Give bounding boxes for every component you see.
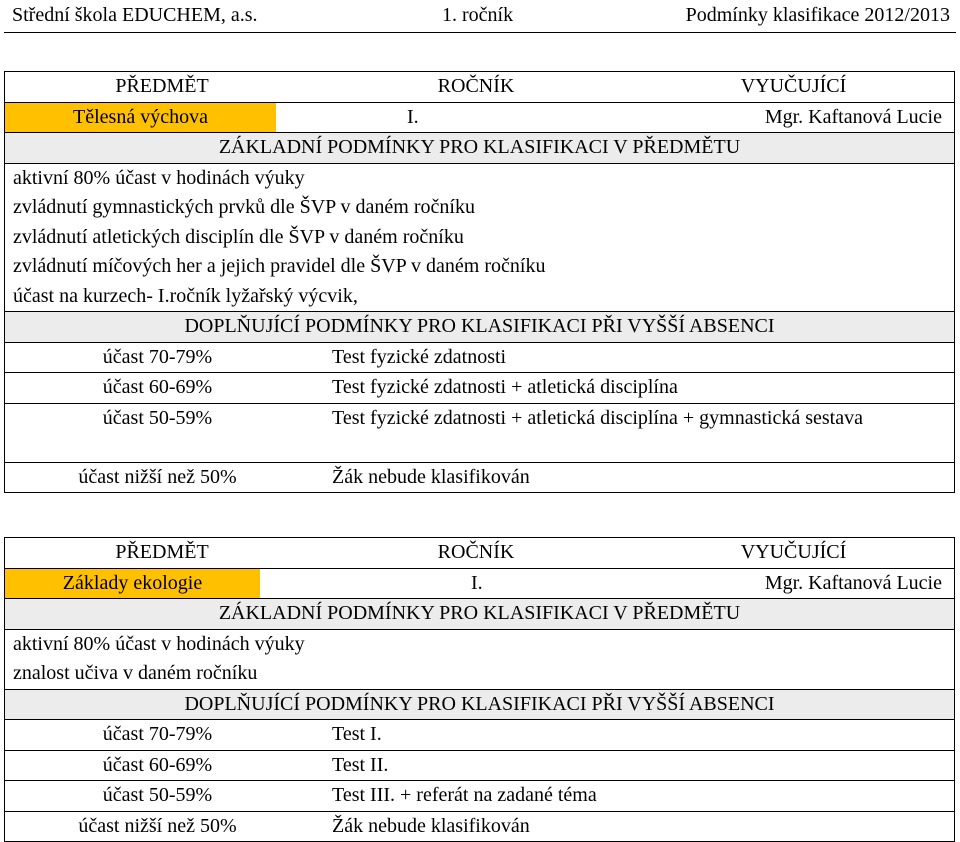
condition-text: zvládnutí gymnastických prvků dle ŠVP v daném ročníku: [13, 196, 475, 218]
condition-item: [5, 252, 954, 282]
subject-block-1: [4, 71, 955, 493]
absence-requirement: Test III. + referát na zadané téma: [332, 784, 597, 806]
absence-row: [5, 463, 954, 493]
col-subject: PŘEDMĚT: [115, 541, 209, 563]
col-teacher: VYUČUJÍCÍ: [740, 541, 847, 563]
header-divider: [4, 32, 956, 33]
absence-range: účast 70-79%: [102, 345, 213, 368]
school-name: Střední škola EDUCHEM, a.s.: [12, 4, 258, 26]
absence-row: [5, 404, 954, 463]
condition-text: účast na kurzech- I.ročník lyžařský výcvik,: [13, 284, 358, 307]
absence-conditions-heading: DOPLŇUJÍCÍ PODMÍNKY PRO KLASIFIKACI PŘI VYŠŠÍ ABSENCI: [184, 315, 775, 337]
absence-requirement: Test fyzické zdatnosti + atletická disciplína: [332, 376, 678, 398]
condition-item: [5, 659, 954, 689]
subject-name: Tělesná výchova: [73, 105, 208, 128]
absence-row: [5, 373, 954, 404]
absence-row: [5, 751, 954, 782]
absence-range: účast nižší než 50%: [78, 465, 237, 488]
basic-conditions-title: [5, 598, 954, 630]
absence-requirement: Žák nebude klasifikován: [332, 814, 530, 837]
absence-range: účast 50-59%: [102, 784, 213, 806]
absence-range: účast nižší než 50%: [78, 814, 237, 837]
absence-requirement: Test I.: [332, 723, 382, 745]
absence-row: [5, 343, 954, 374]
condition-item: [5, 223, 954, 253]
absence-conditions-title: [5, 311, 954, 343]
condition-item: [5, 193, 954, 223]
absence-range: účast 50-59%: [102, 406, 213, 429]
page-header: [0, 0, 960, 30]
subject-row: [5, 568, 954, 599]
subject-name: Základy ekologie: [62, 571, 203, 594]
column-headers: [5, 538, 954, 568]
document-title: Podmínky klasifikace 2012/2013: [685, 4, 950, 26]
condition-text: zvládnutí atletických disciplín dle ŠVP v daném ročníku: [13, 225, 464, 248]
absence-requirement: Test II.: [332, 753, 389, 776]
condition-text: znalost učiva v daném ročníku: [13, 662, 258, 684]
absence-row: [5, 812, 954, 842]
subject-row: [5, 102, 954, 133]
absence-range: účast 60-69%: [102, 376, 213, 398]
basic-conditions-heading: ZÁKLADNÍ PODMÍNKY PRO KLASIFIKACI V PŘEDMĚTU: [218, 136, 741, 158]
absence-range: účast 70-79%: [102, 723, 213, 745]
basic-conditions-title: [5, 132, 954, 164]
subject-grade: I.: [471, 571, 483, 594]
column-headers: [5, 72, 954, 102]
subject-teacher: Mgr. Kaftanová Lucie: [764, 571, 942, 594]
absence-row: [5, 720, 954, 751]
condition-item: [5, 282, 954, 312]
col-subject: PŘEDMĚT: [115, 75, 209, 97]
condition-text: aktivní 80% účast v hodinách výuky: [13, 632, 305, 655]
col-teacher: VYUČUJÍCÍ: [740, 75, 847, 97]
absence-row: [5, 781, 954, 812]
absence-range: účast 60-69%: [102, 753, 213, 776]
absence-conditions-title: [5, 689, 954, 721]
basic-conditions-heading: ZÁKLADNÍ PODMÍNKY PRO KLASIFIKACI V PŘEDMĚTU: [218, 602, 741, 624]
condition-text: aktivní 80% účast v hodinách výuky: [13, 166, 305, 189]
col-grade: ROČNÍK: [437, 75, 515, 97]
subject-block-2: [4, 537, 955, 842]
col-grade: ROČNÍK: [437, 541, 515, 563]
absence-conditions-heading: DOPLŇUJÍCÍ PODMÍNKY PRO KLASIFIKACI PŘI VYŠŠÍ ABSENCI: [184, 692, 775, 715]
condition-item: [5, 630, 954, 660]
subject-grade: I.: [407, 105, 419, 128]
condition-text: zvládnutí míčových her a jejich pravidel dle ŠVP v daném ročníku: [13, 255, 546, 277]
subject-teacher: Mgr. Kaftanová Lucie: [764, 105, 942, 128]
absence-requirement: Test fyzické zdatnosti + atletická disciplína + gymnastická sestava: [332, 406, 863, 429]
absence-requirement: Žák nebude klasifikován: [332, 465, 530, 488]
school-year: 1. ročník: [442, 4, 514, 26]
absence-requirement: Test fyzické zdatnosti: [332, 345, 507, 368]
condition-item: [5, 164, 954, 194]
